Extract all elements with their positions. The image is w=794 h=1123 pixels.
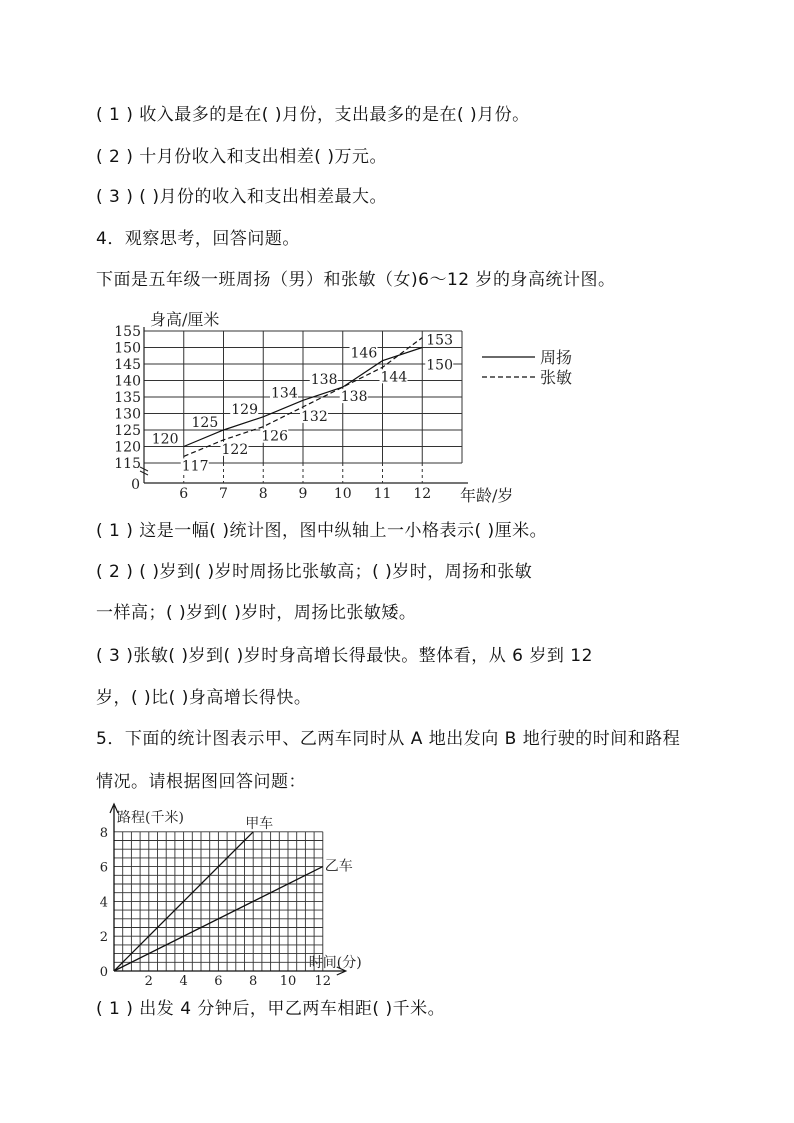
q4-sub2-line2: 一样高；( )岁到( )岁时，周扬比张敏矮。: [96, 603, 417, 623]
x-tick-label: 6: [179, 486, 189, 502]
x-axis-title: 时间(分): [308, 955, 362, 971]
y-axis-title: 路程(千米): [117, 810, 184, 826]
y-tick-label: 6: [99, 860, 108, 876]
data-label: 153: [426, 332, 453, 349]
x-axis-title: 年龄/岁: [460, 486, 514, 505]
y-axis-title: 身高/厘米: [150, 310, 220, 329]
y-tick-label: 125: [114, 423, 141, 439]
y-tick-label: 140: [114, 373, 141, 390]
series-label-yi: 乙车: [324, 858, 353, 875]
data-label: 138: [340, 389, 368, 406]
data-label: 120: [151, 431, 179, 448]
x-tick-label: 10: [333, 486, 352, 502]
legend-label-zhangmin: 张敏: [540, 368, 573, 387]
data-label: 125: [191, 415, 219, 431]
x-tick-label: 12: [314, 974, 332, 989]
x-tick-label: 10: [279, 974, 297, 989]
y-tick-label: 150: [114, 340, 141, 357]
x-tick-label: 6: [214, 974, 223, 989]
x-tick-label: 9: [298, 486, 308, 502]
data-label: 129: [231, 401, 258, 418]
data-label: 150: [426, 357, 453, 374]
y-tick-label: 4: [99, 895, 108, 911]
data-label: 144: [380, 369, 408, 386]
y-tick-label: 155: [114, 324, 141, 340]
x-tick-label: 12: [413, 486, 432, 502]
q4-sub3-line1: ( 3 )张敏( )岁到( )岁时身高增长得最快。整体看，从 6 岁到 12: [96, 646, 593, 666]
x-tick-label: 2: [144, 974, 153, 989]
x-tick-label: 8: [258, 486, 268, 502]
height-line-chart: [110, 305, 590, 505]
data-label: 122: [221, 441, 249, 458]
legend-label-zhouyang: 周扬: [540, 348, 573, 367]
data-label: 132: [301, 408, 328, 425]
data-label: 117: [181, 458, 209, 475]
x-tick-label: 11: [373, 486, 392, 502]
data-label: 146: [350, 345, 378, 362]
q3-sub1: ( 1 ) 收入最多的是在( )月份，支出最多的是在( )月份。: [96, 105, 530, 125]
q4-intro: 下面是五年级一班周扬（男）和张敏（女)6～12 岁的身高统计图。: [96, 270, 616, 290]
x-tick-label: 4: [179, 974, 188, 989]
q5-title-line2: 情况。请根据图回答问题：: [96, 772, 306, 792]
q4-sub3-line2: 岁，( )比( )身高增长得快。: [96, 688, 312, 708]
q5-sub1: ( 1 ) 出发 4 分钟后，甲乙两车相距( )千米。: [96, 999, 446, 1019]
origin-label: 0: [99, 965, 108, 980]
y-tick-label: 120: [114, 439, 141, 456]
distance-line-chart: [90, 800, 390, 992]
q3-sub3: ( 3 ) ( )月份的收入和支出相差最大。: [96, 187, 387, 207]
y-tick-label: 2: [99, 930, 108, 946]
x-tick-label: 7: [219, 486, 228, 502]
x-tick-label: 8: [249, 974, 258, 989]
y-tick-label: 145: [114, 357, 141, 373]
data-label: 126: [261, 428, 288, 445]
q3-sub2: ( 2 ) 十月份收入和支出相差( )万元。: [96, 147, 387, 167]
series-label-jia: 甲车: [245, 815, 274, 832]
y-tick-label: 130: [114, 406, 141, 423]
q4-sub2-line1: ( 2 ) ( )岁到( )岁时周扬比张敏高；( )岁时，周扬和张敏: [96, 562, 533, 582]
y-tick-label: 135: [114, 390, 141, 406]
y-tick-label: 115: [114, 456, 141, 472]
q4-title: 4．观察思考，回答问题。: [96, 229, 300, 249]
q4-sub1: ( 1 ) 这是一幅( )统计图，图中纵轴上一小格表示( )厘米。: [96, 521, 548, 541]
data-label: 138: [310, 372, 338, 389]
data-label: 134: [271, 385, 298, 402]
y-zero-label: 0: [131, 477, 140, 493]
q5-title: 5．下面的统计图表示甲、乙两车同时从 A 地出发向 B 地行驶的时间和路程: [96, 729, 681, 749]
y-tick-label: 8: [99, 825, 108, 841]
